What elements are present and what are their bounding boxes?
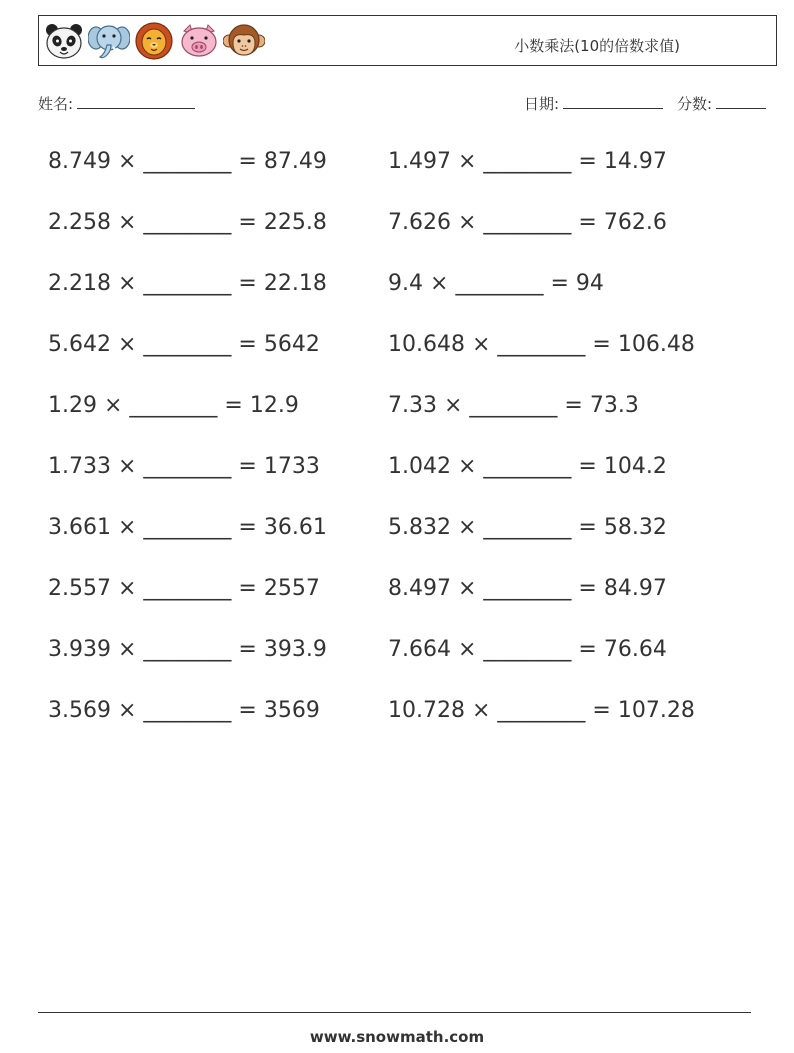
product: 762.6 (603, 210, 667, 235)
answer-blank[interactable]: ________ (143, 637, 232, 662)
equals-sign: = (592, 332, 611, 357)
equals-sign: = (578, 149, 597, 174)
pig-icon (178, 21, 220, 61)
times-sign: × (471, 698, 491, 723)
times-sign: × (471, 332, 491, 357)
product: 94 (575, 271, 604, 296)
factor: 9.4 (388, 271, 423, 296)
factor: 3.569 (48, 698, 111, 723)
answer-blank[interactable]: ________ (483, 454, 572, 479)
problem-item (388, 209, 667, 237)
times-sign: × (117, 149, 137, 174)
times-sign: × (117, 454, 137, 479)
equals-sign: = (578, 576, 597, 601)
product: 104.2 (603, 454, 667, 479)
times-sign: × (443, 393, 463, 418)
problem-item (388, 575, 667, 603)
product: 22.18 (263, 271, 327, 296)
factor: 8.749 (48, 149, 111, 174)
equals-sign: = (238, 332, 257, 357)
equals-sign: = (238, 149, 257, 174)
answer-blank[interactable]: ________ (143, 698, 232, 723)
score-blank[interactable] (716, 94, 766, 109)
product: 84.97 (603, 576, 667, 601)
times-sign: × (457, 515, 477, 540)
problem-item (48, 392, 299, 420)
times-sign: × (117, 271, 137, 296)
factor: 10.728 (388, 698, 465, 723)
equals-sign: = (238, 698, 257, 723)
answer-blank[interactable]: ________ (497, 698, 586, 723)
problem-item (48, 331, 320, 359)
worksheet-title: 小数乘法(10的倍数求值) (514, 37, 680, 55)
equals-sign: = (238, 515, 257, 540)
times-sign: × (457, 210, 477, 235)
problem-item (48, 697, 320, 725)
equals-sign: = (238, 271, 257, 296)
date-blank[interactable] (563, 94, 663, 109)
factor: 3.939 (48, 637, 111, 662)
answer-blank[interactable]: ________ (483, 637, 572, 662)
factor: 2.557 (48, 576, 111, 601)
footer-divider (38, 1012, 751, 1013)
date-field (524, 93, 663, 114)
problem-item (388, 453, 667, 481)
footer-website[interactable]: www.snowmath.com (309, 1028, 485, 1046)
factor: 7.33 (388, 393, 437, 418)
factor: 3.661 (48, 515, 111, 540)
equals-sign: = (564, 393, 583, 418)
factor: 2.218 (48, 271, 111, 296)
problem-item (388, 697, 695, 725)
product: 225.8 (263, 210, 327, 235)
factor: 1.042 (388, 454, 451, 479)
name-field (38, 93, 195, 114)
product: 14.97 (603, 149, 667, 174)
equals-sign: = (224, 393, 243, 418)
problem-item (48, 636, 327, 664)
factor: 2.258 (48, 210, 111, 235)
problem-item (48, 270, 327, 298)
equals-sign: = (550, 271, 569, 296)
lion-icon (133, 21, 175, 61)
worksheet-header (38, 15, 777, 66)
panda-icon (43, 21, 85, 61)
monkey-icon (223, 21, 265, 61)
product: 2557 (263, 576, 320, 601)
times-sign: × (457, 576, 477, 601)
problem-item (388, 270, 604, 298)
times-sign: × (117, 210, 137, 235)
problem-item (48, 148, 327, 176)
factor: 1.733 (48, 454, 111, 479)
answer-blank[interactable]: ________ (143, 515, 232, 540)
product: 107.28 (617, 698, 695, 723)
times-sign: × (117, 698, 137, 723)
times-sign: × (117, 576, 137, 601)
equals-sign: = (238, 454, 257, 479)
equals-sign: = (592, 698, 611, 723)
answer-blank[interactable]: ________ (143, 332, 232, 357)
score-field (677, 93, 766, 114)
date-label: 日期: (524, 95, 560, 113)
problem-item (48, 453, 320, 481)
equals-sign: = (238, 210, 257, 235)
name-label: 姓名: (38, 95, 74, 113)
problem-item (388, 636, 667, 664)
product: 73.3 (589, 393, 639, 418)
answer-blank[interactable]: ________ (483, 515, 572, 540)
answer-blank[interactable]: ________ (455, 271, 544, 296)
factor: 5.642 (48, 332, 111, 357)
product: 76.64 (603, 637, 667, 662)
name-blank[interactable] (77, 94, 195, 109)
product: 3569 (263, 698, 320, 723)
product: 5642 (263, 332, 320, 357)
product: 106.48 (617, 332, 695, 357)
product: 12.9 (249, 393, 299, 418)
answer-blank[interactable]: ________ (469, 393, 558, 418)
product: 1733 (263, 454, 320, 479)
answer-blank[interactable]: ________ (497, 332, 586, 357)
problem-item (388, 392, 639, 420)
animal-icon-row (43, 21, 265, 61)
factor: 8.497 (388, 576, 451, 601)
factor: 10.648 (388, 332, 465, 357)
equals-sign: = (578, 637, 597, 662)
answer-blank[interactable]: ________ (143, 149, 232, 174)
problem-item (388, 331, 695, 359)
equals-sign: = (578, 515, 597, 540)
times-sign: × (117, 515, 137, 540)
answer-blank[interactable]: ________ (483, 210, 572, 235)
answer-blank[interactable]: ________ (483, 576, 572, 601)
answer-blank[interactable]: ________ (143, 454, 232, 479)
product: 87.49 (263, 149, 327, 174)
factor: 5.832 (388, 515, 451, 540)
times-sign: × (117, 637, 137, 662)
problem-item (48, 575, 320, 603)
problem-item (388, 514, 667, 542)
score-label: 分数: (677, 95, 713, 113)
answer-blank[interactable]: ________ (129, 393, 218, 418)
equals-sign: = (578, 454, 597, 479)
times-sign: × (457, 454, 477, 479)
problem-item (388, 148, 667, 176)
equals-sign: = (578, 210, 597, 235)
problem-item (48, 209, 327, 237)
equals-sign: = (238, 637, 257, 662)
factor: 7.626 (388, 210, 451, 235)
answer-blank[interactable]: ________ (143, 271, 232, 296)
elephant-icon (88, 21, 130, 61)
factor: 7.664 (388, 637, 451, 662)
answer-blank[interactable]: ________ (143, 210, 232, 235)
problem-item (48, 514, 327, 542)
times-sign: × (430, 271, 449, 296)
factor: 1.29 (48, 393, 97, 418)
times-sign: × (457, 149, 477, 174)
answer-blank[interactable]: ________ (483, 149, 572, 174)
times-sign: × (117, 332, 137, 357)
product: 393.9 (263, 637, 327, 662)
answer-blank[interactable]: ________ (143, 576, 232, 601)
equals-sign: = (238, 576, 257, 601)
times-sign: × (103, 393, 123, 418)
factor: 1.497 (388, 149, 451, 174)
times-sign: × (457, 637, 477, 662)
product: 58.32 (603, 515, 667, 540)
product: 36.61 (263, 515, 327, 540)
